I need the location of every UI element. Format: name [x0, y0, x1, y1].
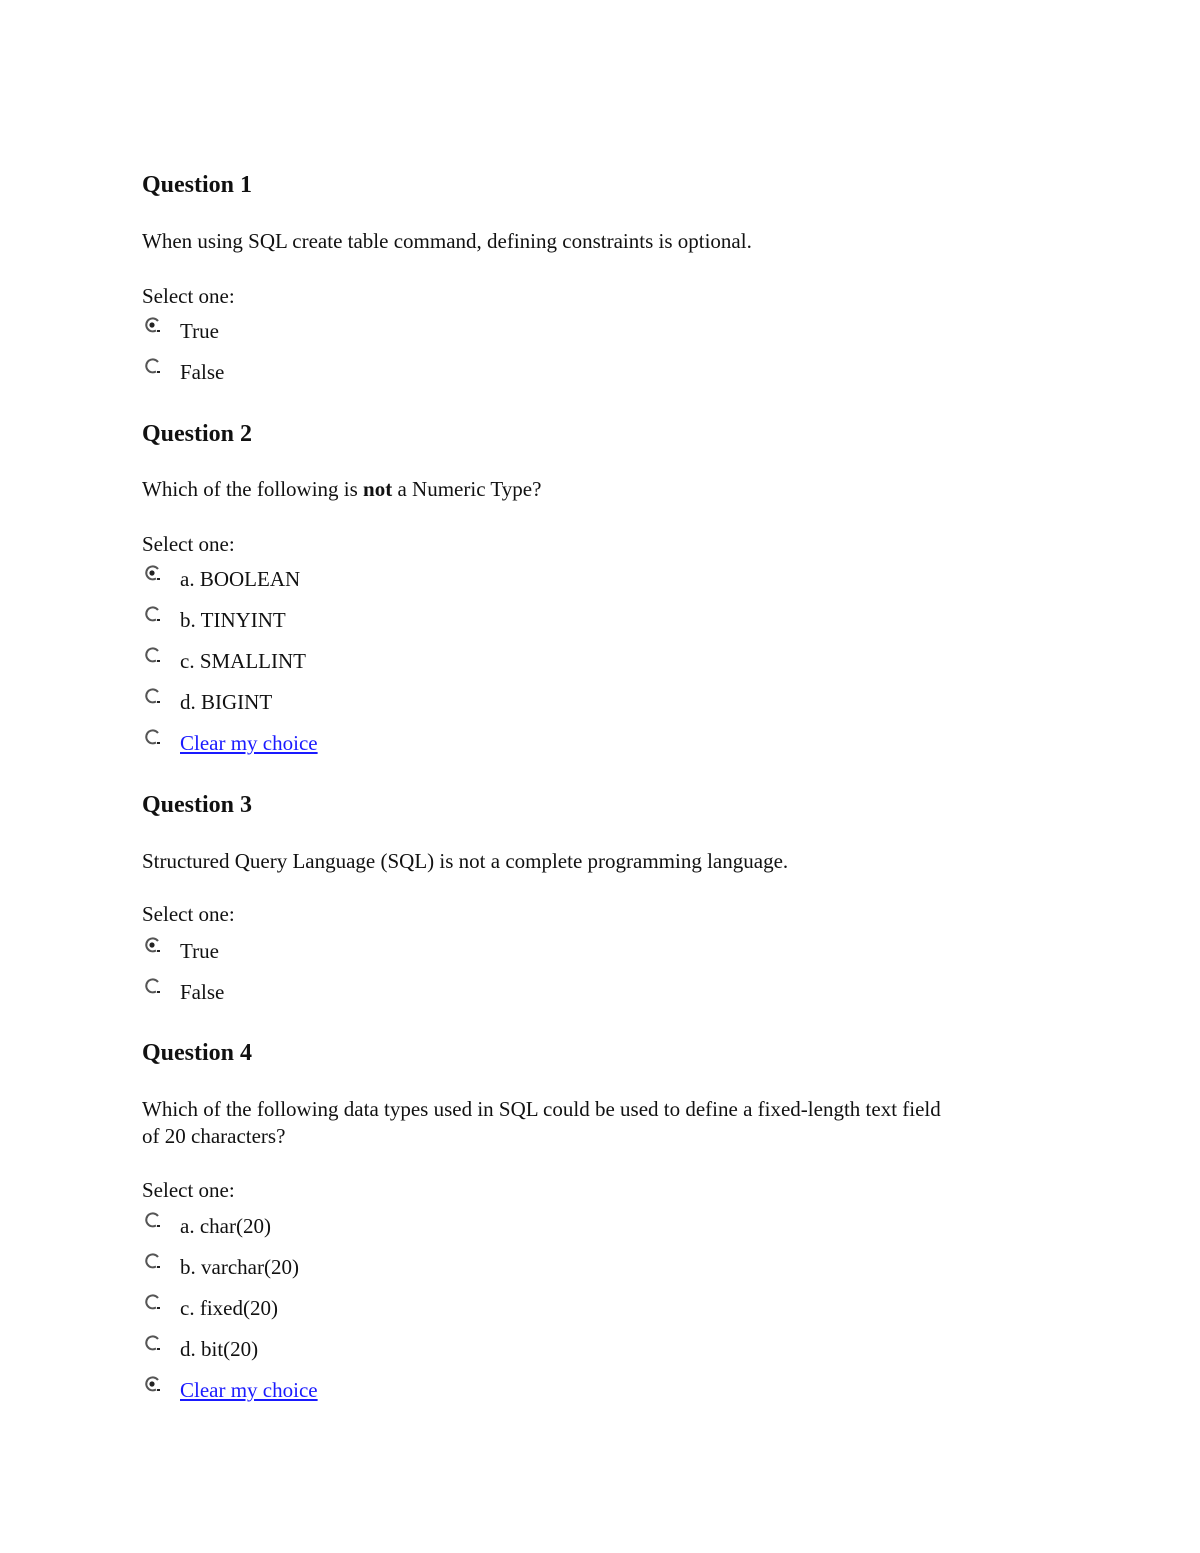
radio-unselected-icon[interactable] [144, 1211, 162, 1229]
radio-selected-icon[interactable] [144, 316, 162, 334]
radio-unselected-icon[interactable] [144, 977, 162, 995]
question-2-option-b[interactable] [142, 605, 542, 635]
question-2-text-before: Which of the following is [142, 477, 364, 501]
question-4-option-b[interactable] [142, 1252, 542, 1282]
question-4-option-clear[interactable] [142, 1375, 542, 1405]
question-2-title: Question 2 [142, 421, 253, 447]
question-2-select-label: Select one: [142, 532, 235, 556]
radio-unselected-icon[interactable] [144, 605, 162, 623]
question-2-text-bold: not [363, 477, 393, 501]
question-1-option-true[interactable] [142, 316, 542, 346]
question-1-text: When using SQL create table command, defining constraints is optional. [142, 229, 752, 253]
question-4-text [142, 1096, 1062, 1150]
question-4-select-label: Select one: [142, 1178, 235, 1202]
radio-unselected-icon[interactable] [144, 357, 162, 375]
question-4-text-line2: of 20 characters? [142, 1124, 286, 1148]
radio-unselected-icon[interactable] [144, 646, 162, 664]
option-label: a. char(20) [180, 1214, 271, 1238]
radio-unselected-icon[interactable] [144, 687, 162, 705]
question-4-option-d[interactable] [142, 1334, 542, 1364]
radio-selected-icon[interactable] [144, 1375, 162, 1393]
question-3-option-true[interactable] [142, 936, 542, 966]
radio-unselected-icon[interactable] [144, 1252, 162, 1270]
question-1-select-label: Select one: [142, 284, 235, 308]
question-2-text [142, 476, 1062, 503]
question-3-option-false[interactable] [142, 977, 542, 1007]
question-4-option-a[interactable] [142, 1211, 542, 1241]
radio-unselected-icon[interactable] [144, 1293, 162, 1311]
clear-my-choice-link[interactable]: Clear my choice [180, 1378, 318, 1402]
option-label: c. SMALLINT [180, 649, 306, 673]
radio-selected-icon[interactable] [144, 564, 162, 582]
option-label: b. varchar(20) [180, 1255, 299, 1279]
radio-unselected-icon[interactable] [144, 1334, 162, 1352]
question-1-title: Question 1 [142, 172, 253, 198]
question-2-option-d[interactable] [142, 687, 542, 717]
question-3-title: Question 3 [142, 792, 253, 818]
option-label: a. BOOLEAN [180, 567, 301, 591]
clear-my-choice-link[interactable]: Clear my choice [180, 731, 318, 755]
question-4-title: Question 4 [142, 1040, 253, 1066]
question-1-option-false[interactable] [142, 357, 542, 387]
question-2-option-clear[interactable] [142, 728, 542, 758]
question-3-select-label: Select one: [142, 902, 235, 926]
question-2-option-a[interactable] [142, 564, 542, 594]
radio-unselected-icon[interactable] [144, 728, 162, 746]
option-label: False [180, 980, 225, 1004]
question-3-text: Structured Query Language (SQL) is not a complete programming language. [142, 849, 789, 873]
radio-selected-icon[interactable] [144, 936, 162, 954]
option-label: d. BIGINT [180, 690, 273, 714]
option-label: True [180, 319, 219, 343]
option-label: c. fixed(20) [180, 1296, 278, 1320]
option-label: b. TINYINT [180, 608, 286, 632]
option-label: d. bit(20) [180, 1337, 259, 1361]
option-label: False [180, 360, 225, 384]
option-label: True [180, 939, 219, 963]
question-2-text-after: a Numeric Type? [392, 477, 542, 501]
question-4-option-c[interactable] [142, 1293, 542, 1323]
question-4-text-line1: Which of the following data types used in SQL could be used to define a fixed-length text field [142, 1097, 941, 1121]
question-2-option-c[interactable] [142, 646, 542, 676]
